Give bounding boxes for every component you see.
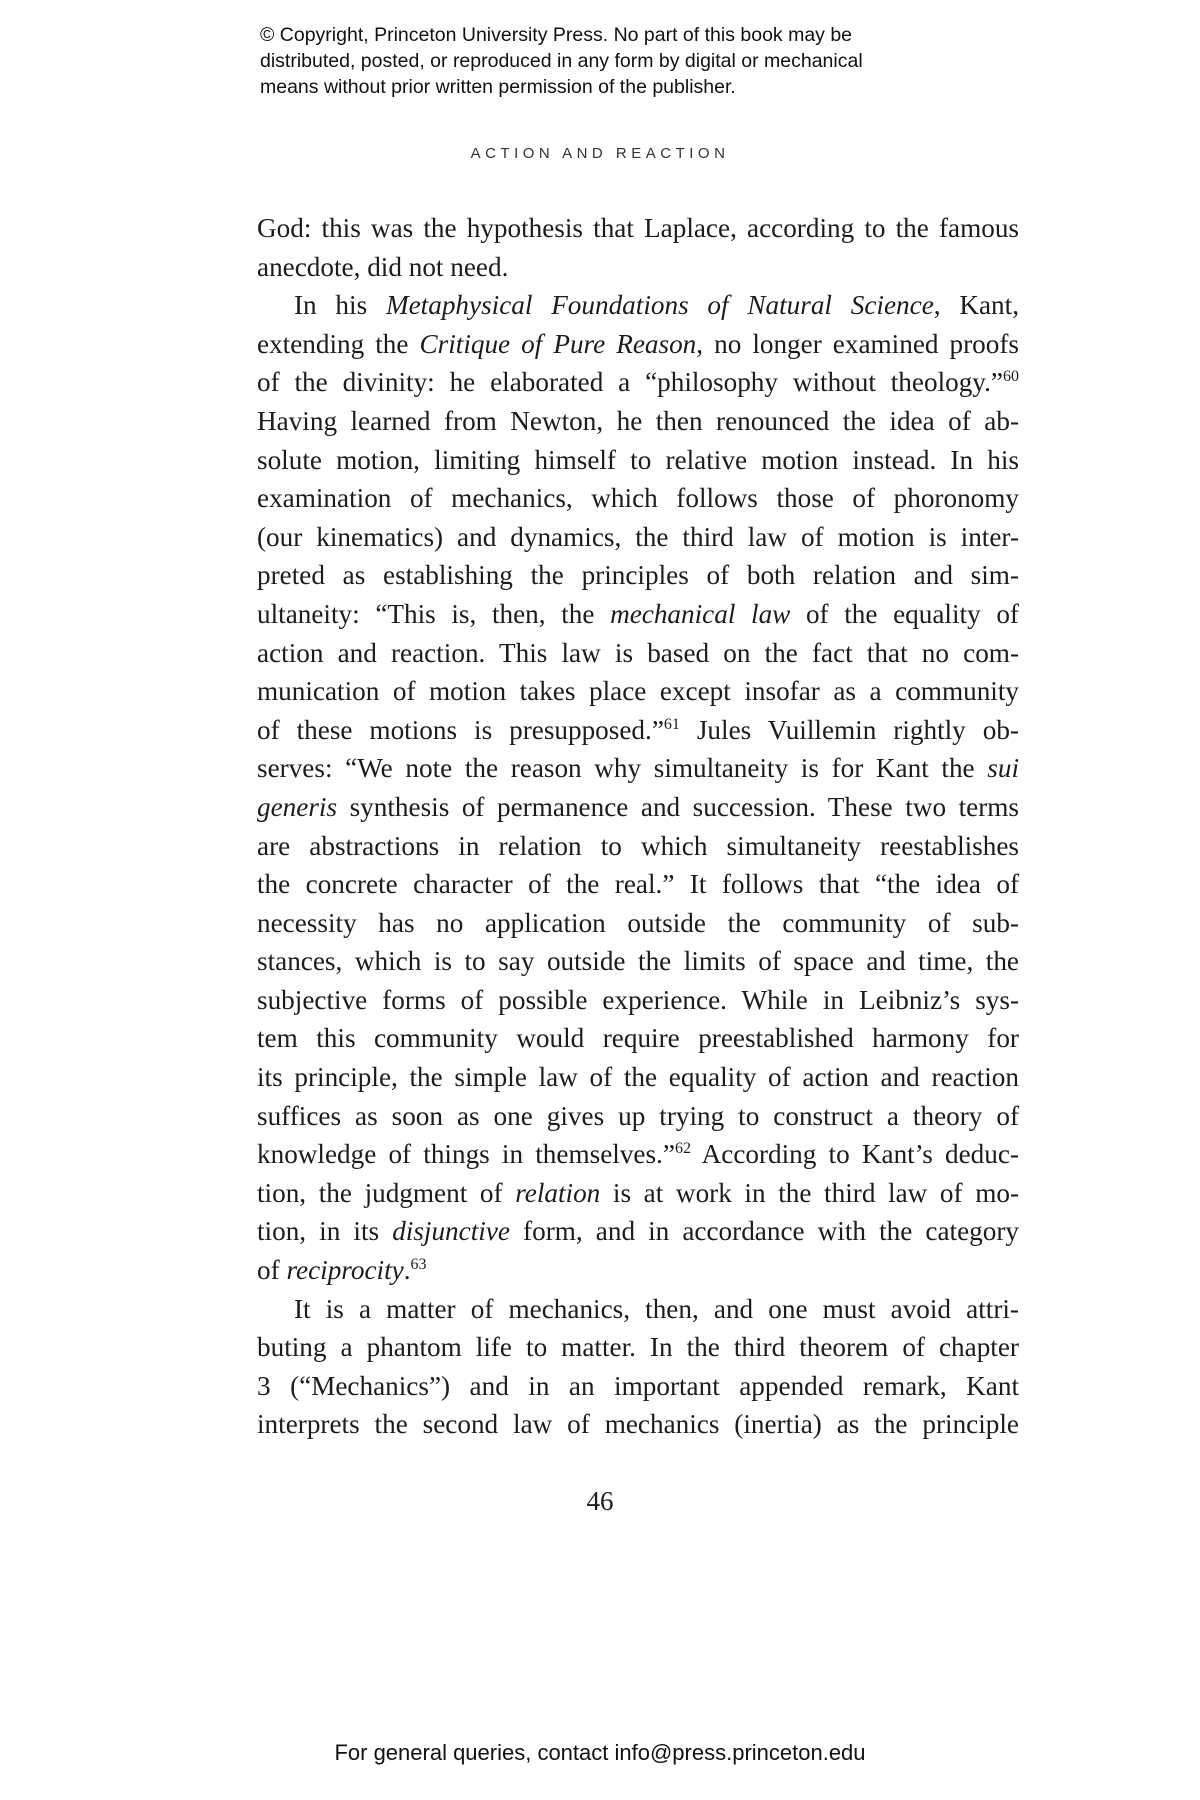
text-line: [257, 827, 1019, 866]
italic-text: sui: [987, 753, 1019, 784]
text-line: [257, 1019, 1019, 1058]
text-line: [257, 479, 1019, 518]
italic-text: Critique of Pure Reason: [419, 328, 697, 359]
copyright-line: © Copyright, Princeton University Press. No part of this book may be: [260, 24, 853, 46]
text-line: [257, 286, 1019, 325]
text-segment: the concrete character of the real.” It follows that “the idea of: [257, 869, 1019, 900]
text-line: [257, 711, 1019, 750]
text-segment: (our kinematics) and dynamics, the third law of motion is inter-: [257, 521, 1019, 552]
text-segment: preted as establishing the principles of both relation and sim-: [257, 560, 1019, 591]
text-line: [257, 749, 1019, 788]
text-segment: , Kant,: [933, 290, 1019, 321]
body-text: [257, 209, 1019, 1444]
text-line: [257, 1328, 1019, 1367]
text-segment: action and reaction. This law is based on the fact that no com-: [257, 637, 1019, 668]
text-segment: tion, in its: [257, 1216, 393, 1247]
text-line: [257, 788, 1019, 827]
text-segment: tion, the judgment of: [257, 1177, 516, 1208]
text-segment: Having learned from Newton, he then renounced the idea of ab-: [257, 405, 1019, 436]
italic-text: relation: [515, 1177, 601, 1208]
text-segment: of these motions is presupposed.”: [257, 714, 664, 745]
text-line: [257, 248, 1019, 287]
text-line: [257, 942, 1019, 981]
text-line: [257, 1290, 1019, 1329]
text-line: [257, 1405, 1019, 1444]
text-segment: form, and in accordance with the category: [509, 1216, 1019, 1247]
text-line: [257, 634, 1019, 673]
text-segment: suffices as soon as one gives up trying to construct a theory of: [257, 1100, 1019, 1131]
footnote-ref: 63: [410, 1256, 427, 1274]
text-segment: of the divinity: he elaborated a “philosophy without theology.”: [257, 367, 1003, 398]
text-segment: God: this was the hypothesis that Laplace, according to the famous: [257, 213, 1019, 243]
text-segment: In his: [294, 290, 386, 321]
text-line: [257, 518, 1019, 557]
text-segment: interprets the second law of mechanics (inertia) as the principle: [257, 1409, 1019, 1440]
running-head: ACTION AND REACTION: [470, 145, 730, 162]
text-line: [257, 672, 1019, 711]
italic-text: generis: [257, 791, 338, 822]
text-segment: buting a phantom life to matter. In the third theorem of chapter: [257, 1332, 1019, 1363]
text-segment: of: [257, 1255, 287, 1286]
italic-text: Metaphysical Foundations of Natural Science: [385, 290, 934, 321]
copyright-notice: [260, 22, 960, 100]
text-segment: It is a matter of mechanics, then, and one must avoid attri-: [294, 1293, 1019, 1324]
footnote-ref: 60: [1003, 368, 1019, 386]
text-line: [257, 363, 1019, 402]
copyright-line: means without prior written permission of the publisher.: [260, 76, 736, 98]
text-line: [257, 595, 1019, 634]
text-line: [257, 402, 1019, 441]
text-segment: necessity has no application outside the community of sub-: [257, 907, 1019, 938]
text-segment: .: [403, 1255, 411, 1286]
text-line: [257, 556, 1019, 595]
text-line: [257, 441, 1019, 480]
text-line: [257, 209, 1019, 248]
text-segment: subjective forms of possible experience. While in Leibniz’s sys-: [257, 984, 1019, 1015]
text-line: [257, 865, 1019, 904]
text-segment: solute motion, limiting himself to relative motion instead. In his: [257, 444, 1019, 475]
text-line: [257, 1135, 1019, 1174]
text-segment: tem this community would require preestablished harmony for: [257, 1023, 1019, 1054]
text-line: [257, 1174, 1019, 1213]
text-segment: of the equality of: [790, 598, 1019, 629]
text-segment: its principle, the simple law of the equality of action and reaction: [257, 1062, 1019, 1093]
text-segment: is at work in the third law of mo-: [600, 1177, 1019, 1208]
text-segment: extending the: [257, 328, 420, 359]
text-segment: serves: “We note the reason why simultaneity is for Kant the: [257, 753, 988, 784]
text-line: [257, 1058, 1019, 1097]
footer-contact: For general queries, contact info@press.princeton.edu: [334, 1740, 866, 1765]
text-line: [257, 325, 1019, 364]
italic-text: mechanical law: [610, 598, 791, 629]
text-line: [257, 981, 1019, 1020]
page-number: 46: [586, 1486, 614, 1516]
text-line: [257, 1212, 1019, 1251]
text-segment: are abstractions in relation to which simultaneity reestablishes: [257, 830, 1019, 861]
text-segment: anecdote, did not need.: [257, 251, 509, 282]
footnote-ref: 61: [663, 715, 680, 733]
text-line: [257, 1097, 1019, 1136]
text-segment: synthesis of permanence and succession. These two terms: [337, 791, 1019, 822]
footnote-ref: 62: [674, 1140, 691, 1158]
text-segment: examination of mechanics, which follows those of phoronomy: [257, 483, 1019, 514]
copyright-line: distributed, posted, or reproduced in any form by digital or mechanical: [260, 50, 863, 72]
text-segment: 3 (“Mechanics”) and in an important appended remark, Kant: [257, 1370, 1019, 1401]
italic-text: disjunctive: [392, 1216, 510, 1247]
text-segment: Jules Vuillemin rightly ob-: [679, 714, 1019, 745]
text-segment: ultaneity: “This is, then, the: [257, 598, 611, 629]
italic-text: reciprocity: [286, 1255, 404, 1286]
text-segment: According to Kant’s deduc-: [690, 1139, 1019, 1170]
text-line: [257, 1367, 1019, 1406]
text-segment: , no longer examined proofs: [696, 328, 1019, 359]
text-line: [257, 904, 1019, 943]
text-line: [257, 1251, 1019, 1290]
text-segment: knowledge of things in themselves.”: [257, 1139, 675, 1170]
text-segment: munication of motion takes place except insofar as a community: [257, 676, 1019, 707]
text-segment: stances, which is to say outside the limits of space and time, the: [257, 946, 1019, 977]
